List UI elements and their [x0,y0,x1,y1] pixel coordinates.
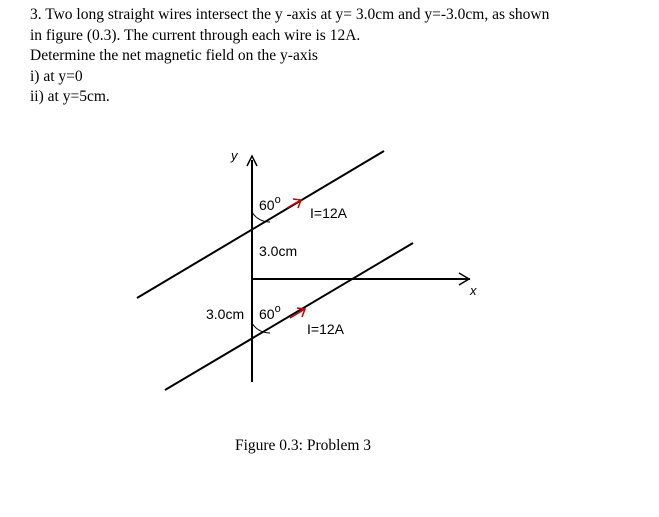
x-axis-label: x [470,283,477,298]
problem-line-4: i) at y=0 [30,67,83,85]
upper-current-arrow [287,199,301,208]
lower-current-arrow [290,308,305,318]
upper-angle-label: 60$^o$ [259,194,281,213]
problem-line-3: Determine the net magnetic field on the y-axis [30,47,318,64]
problem-line-5: ii) at y=5cm. [30,88,110,105]
y-axis-label: y [231,148,238,163]
upper-current-label: I=12A [310,205,347,221]
lower-angle-arc [252,323,270,333]
problem-line-2: in figure (0.3). The current through each wire is 12A. [30,26,361,44]
lower-wire [165,243,413,390]
lower-distance-label: 3.0cm [206,306,245,322]
upper-distance-label: 3.0cm [259,243,298,259]
upper-wire [137,151,384,298]
problem-line-1: 3. Two long straight wires intersect the y -axis at y= 3.0cm and y=-3.0cm, as shown [30,6,550,23]
lower-current-label: I=12A [307,321,344,337]
figure-caption: Figure 0.3: Problem 3 [234,437,372,454]
lower-angle-label: 60$^o$ [259,303,281,322]
